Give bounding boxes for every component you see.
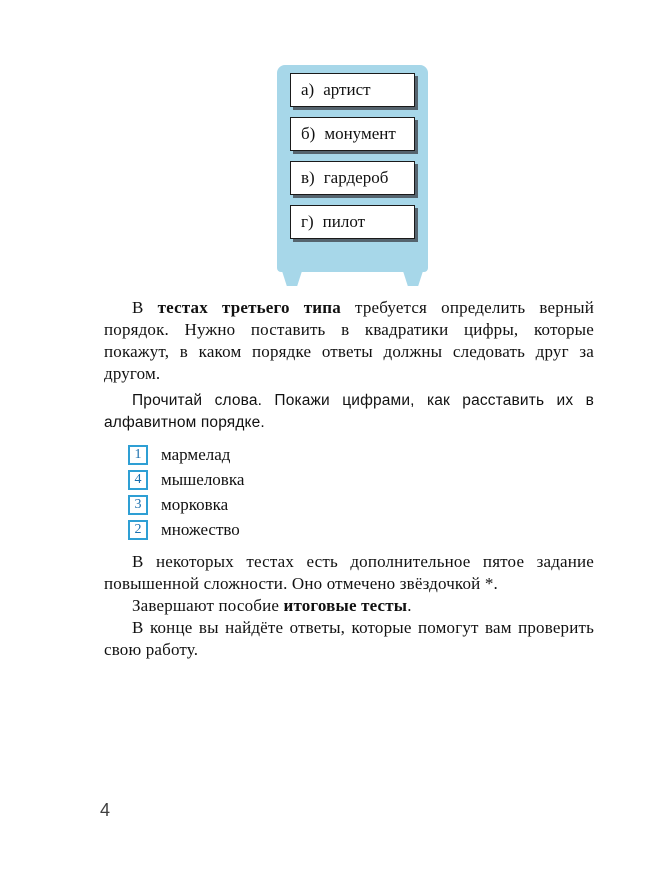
alphabet-order-exercise	[128, 442, 594, 542]
answer-cabinet-illustration	[277, 65, 428, 286]
exercise-word: мармелад	[161, 444, 231, 464]
paragraph-fifth-task: В некоторых тестах есть дополнительное пятое задание повышенной сложности. Оно отмечено звёздочкой *.	[104, 552, 594, 593]
paragraph-text: требуется определить верный порядок. Нужно поставить в квадратики цифры, которые покажут, в каком порядке ответы должны следовать друг за другом.	[104, 298, 594, 383]
cabinet-body	[277, 65, 428, 272]
answer-option-g	[290, 205, 415, 239]
answer-option-v	[290, 161, 415, 195]
task-instruction: Прочитай слова. Покажи цифрами, как расставить их в алфавитном порядке.	[104, 392, 594, 431]
cabinet-foot-left	[282, 271, 302, 286]
option-word: артист	[323, 80, 371, 99]
paragraph-third-type-tests	[104, 297, 594, 385]
answer-number-box: 2	[128, 520, 148, 540]
paragraph-text: В	[132, 298, 158, 317]
option-word: монумент	[324, 124, 396, 143]
cabinet-foot-right	[403, 271, 423, 286]
exercise-word: морковка	[161, 494, 229, 514]
list-item	[128, 492, 594, 517]
exercise-word: множество	[161, 519, 240, 539]
option-word: гардероб	[323, 168, 389, 187]
list-item	[128, 442, 594, 467]
paragraph-bold-phrase: итоговые тесты	[283, 596, 408, 615]
option-letter: а)	[301, 80, 315, 99]
option-letter: г)	[301, 212, 314, 231]
paragraph-text: .	[407, 596, 412, 615]
page-number: 4	[100, 800, 111, 820]
answer-number-box: 1	[128, 445, 148, 465]
answer-option-a	[290, 73, 415, 107]
answer-number-box: 4	[128, 470, 148, 490]
answer-option-b	[290, 117, 415, 151]
option-letter: в)	[301, 168, 315, 187]
answer-number-box: 3	[128, 495, 148, 515]
option-letter: б)	[301, 124, 316, 143]
paragraph-bold-phrase: тестах третьего типа	[157, 298, 341, 317]
paragraph-text: Завершают пособие	[132, 596, 284, 615]
exercise-word: мышеловка	[161, 469, 245, 489]
option-word: пилот	[322, 212, 366, 231]
paragraph-answers: В конце вы найдёте ответы, которые помогут вам проверить свою работу.	[104, 618, 594, 659]
list-item	[128, 467, 594, 492]
paragraph-final-tests	[104, 595, 594, 617]
list-item	[128, 517, 594, 542]
